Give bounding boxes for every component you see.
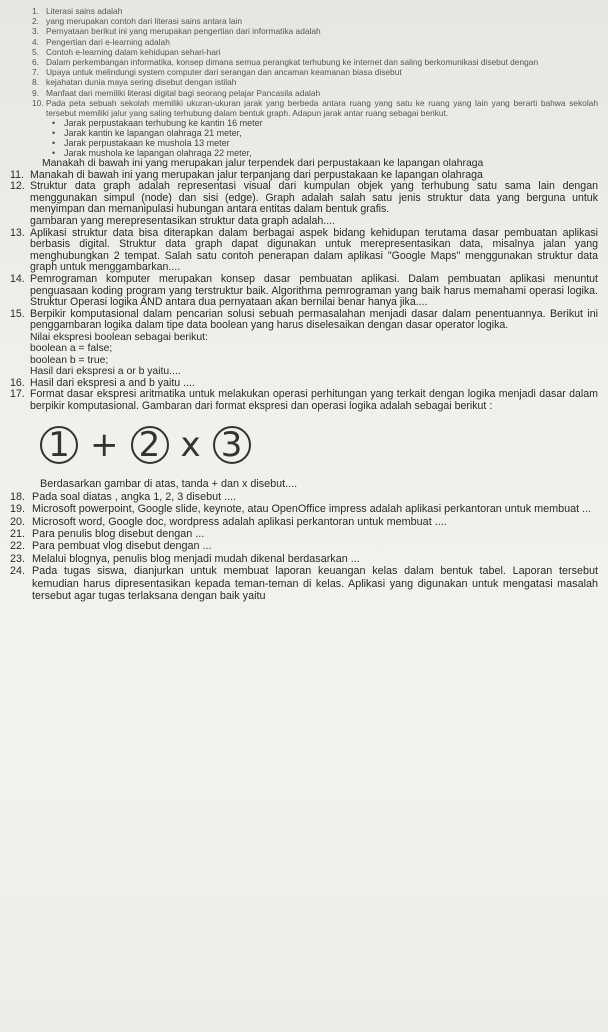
question-8: 8. kejahatan dunia maya sering disebut dengan istilah (32, 77, 237, 88)
question-1: 1. Literasi sains adalah (32, 6, 123, 16)
faded-questions-section (10, 6, 598, 118)
distance-list (52, 118, 598, 158)
question-20: 20. Microsoft word, Google doc, wordpress adalah aplikasi perkantoran untuk membuat .... (10, 515, 447, 528)
question-12: 12. Struktur data graph adalah representasi visual dari kumpulan objek yang terhubung satu sama lain dengan menggunakan simpul (node) dan sisi (edge). Graph adalah salah satu jenis struktur data yang berguna untuk menyimpan dan memanipulasi hubungan antara entitas dalam bentuk grafis. (10, 180, 598, 216)
boolean-question: Hasil dari ekspresi a or b yaitu.... (30, 366, 181, 378)
list-item: • Jarak mushola ke lapangan olahraga 22 meter, (52, 148, 252, 159)
question-23: 23. Melalui blognya, penulis blog menjadi mudah dikenal berdasarkan ... (10, 552, 360, 565)
question-2: 2. yang merupakan contoh dari literasi sains antara lain (32, 16, 242, 27)
question-17: 17. Format dasar ekspresi aritmatika untuk melakukan operasi perhitungan yang terkait dengan logika menjadi dasar dalam berpikir komputasional. Gambaran dari format ekspresi dan operasi logika adalah sebagai berikut : (10, 388, 598, 412)
boolean-intro: Nilai ekspresi boolean sebagai berikut: (30, 331, 208, 343)
list-item: • Jarak kantin ke lapangan olahraga 21 meter, (52, 128, 242, 139)
operand-1-circle: 1 (40, 426, 78, 464)
question-3: 3. Pernyataan berikut ini yang merupakan pengertian dari informatika adalah (32, 26, 321, 37)
question-9: 9. Manfaat dari memiliki literasi digital bagi seorang pelajar Pancasila adalah (32, 87, 321, 98)
list-item: • Jarak perpustakaan ke mushola 13 meter (52, 138, 230, 149)
main-questions-section (10, 170, 598, 413)
question-10-tail: Manakah di bawah ini yang merupakan jalur terpendek dari perpustakaan ke lapangan olahraga (42, 158, 484, 170)
question-22: 22. Para pembuat vlog disebut dengan ... (10, 540, 212, 553)
question-18: 18. Pada soal diatas , angka 1, 2, 3 disebut .... (10, 490, 237, 503)
times-operator: x (180, 425, 201, 466)
question-15: 15. Berpikir komputasional dalam pencarian solusi sebuah permasalahan menjadi dasar dalam penentuannya. Berikut ini penggambaran logika dalam tipe data boolean yang harus diselesaikan dengan dasar operator logika. (10, 307, 598, 332)
boolean-a: boolean a = false; (30, 343, 113, 355)
question-16: 16. Hasil dari ekspresi a and b yaitu .... (10, 376, 195, 389)
boolean-b: boolean b = true; (30, 354, 109, 366)
question-7: 7. Upaya untuk melindungi system computer dari serangan dan ancaman keamanan biasa disebut (32, 67, 402, 78)
question-6: 6. Dalam perkembangan informatika, konsep dimana semua perangkat terhubung ke internet dan saling berkomunikasi disebut dengan (32, 57, 539, 68)
question-11: 11. Manakah di bawah ini yang merupakan jalur terpanjang dari perpustakaan ke lapangan olahraga (10, 168, 483, 181)
arithmetic-expression (40, 418, 598, 472)
plus-operator: + (90, 425, 119, 466)
question-4: 4. Pengertian dari e-learning adalah (32, 36, 170, 47)
question-13: 13. Aplikasi struktur data bisa diterapkan dalam berbagai aspek bidang kehidupan terutama dasar pembuatan aplikasi berbasis digital. Struktur data graph dapat digunakan untuk merepresentasikan data, misalnya jalan yang menghubungkan 2 tempat. Salah satu contoh penerapan dalam aplikasi "Google Maps" menggunakan struktur data graph untuk menggambarkan.... (10, 226, 598, 274)
question-19: 19. Microsoft powerpoint, Google slide, keynote, atau OpenOffice impress adalah aplikasi perkantoran untuk membuat ... (10, 503, 592, 516)
list-item: • Jarak perpustakaan terhubung ke kantin 16 meter (52, 118, 263, 129)
question-24: 24. Pada tugas siswa, dianjurkan untuk membuat laporan keuangan kelas dalam bentuk tabel. Laporan tersebut kemudian harus dipresentasikan kepada teman-teman di kelas. Aplikasi yang digunakan untuk mengatasi masalah tersebut agar tugas terlaksana dengan baik yaitu (10, 565, 598, 603)
bottom-questions-section (10, 491, 598, 603)
operand-3-circle: 3 (213, 426, 251, 464)
question-14: 14. Pemrograman komputer merupakan konsep dasar pembuatan aplikasi. Dalam pembuatan aplikasi menuntut penguasaan koding program yang terstruktur baik. Algorithma pemrograman yang baik harus memahami operasi logika. Struktur Operasi logika AND antara dua pernyataan akan bernilai benar hanya jika.... (10, 272, 598, 309)
operand-2-circle: 2 (131, 426, 169, 464)
question-17-tail: Berdasarkan gambar di atas, tanda + dan x disebut.... (40, 478, 298, 491)
question-21: 21. Para penulis blog disebut dengan ... (10, 527, 205, 540)
question-10: 10. Pada peta sebuah sekolah memiliki ukuran-ukuran jarak yang berbeda antara ruang yang satu ke ruang yang lain yang berarti bahwa sekolah tersebut memiliki jalur yang saling terhubung dalam bentuk graph. Adapun jarak antar ruang sebagai berikut. (32, 97, 598, 119)
question-12-prompt: gambaran yang merepresentasikan struktur data graph adalah.... (30, 215, 336, 228)
question-5: 5. Contoh e-learning dalam kehidupan sehari-hari (32, 46, 221, 57)
